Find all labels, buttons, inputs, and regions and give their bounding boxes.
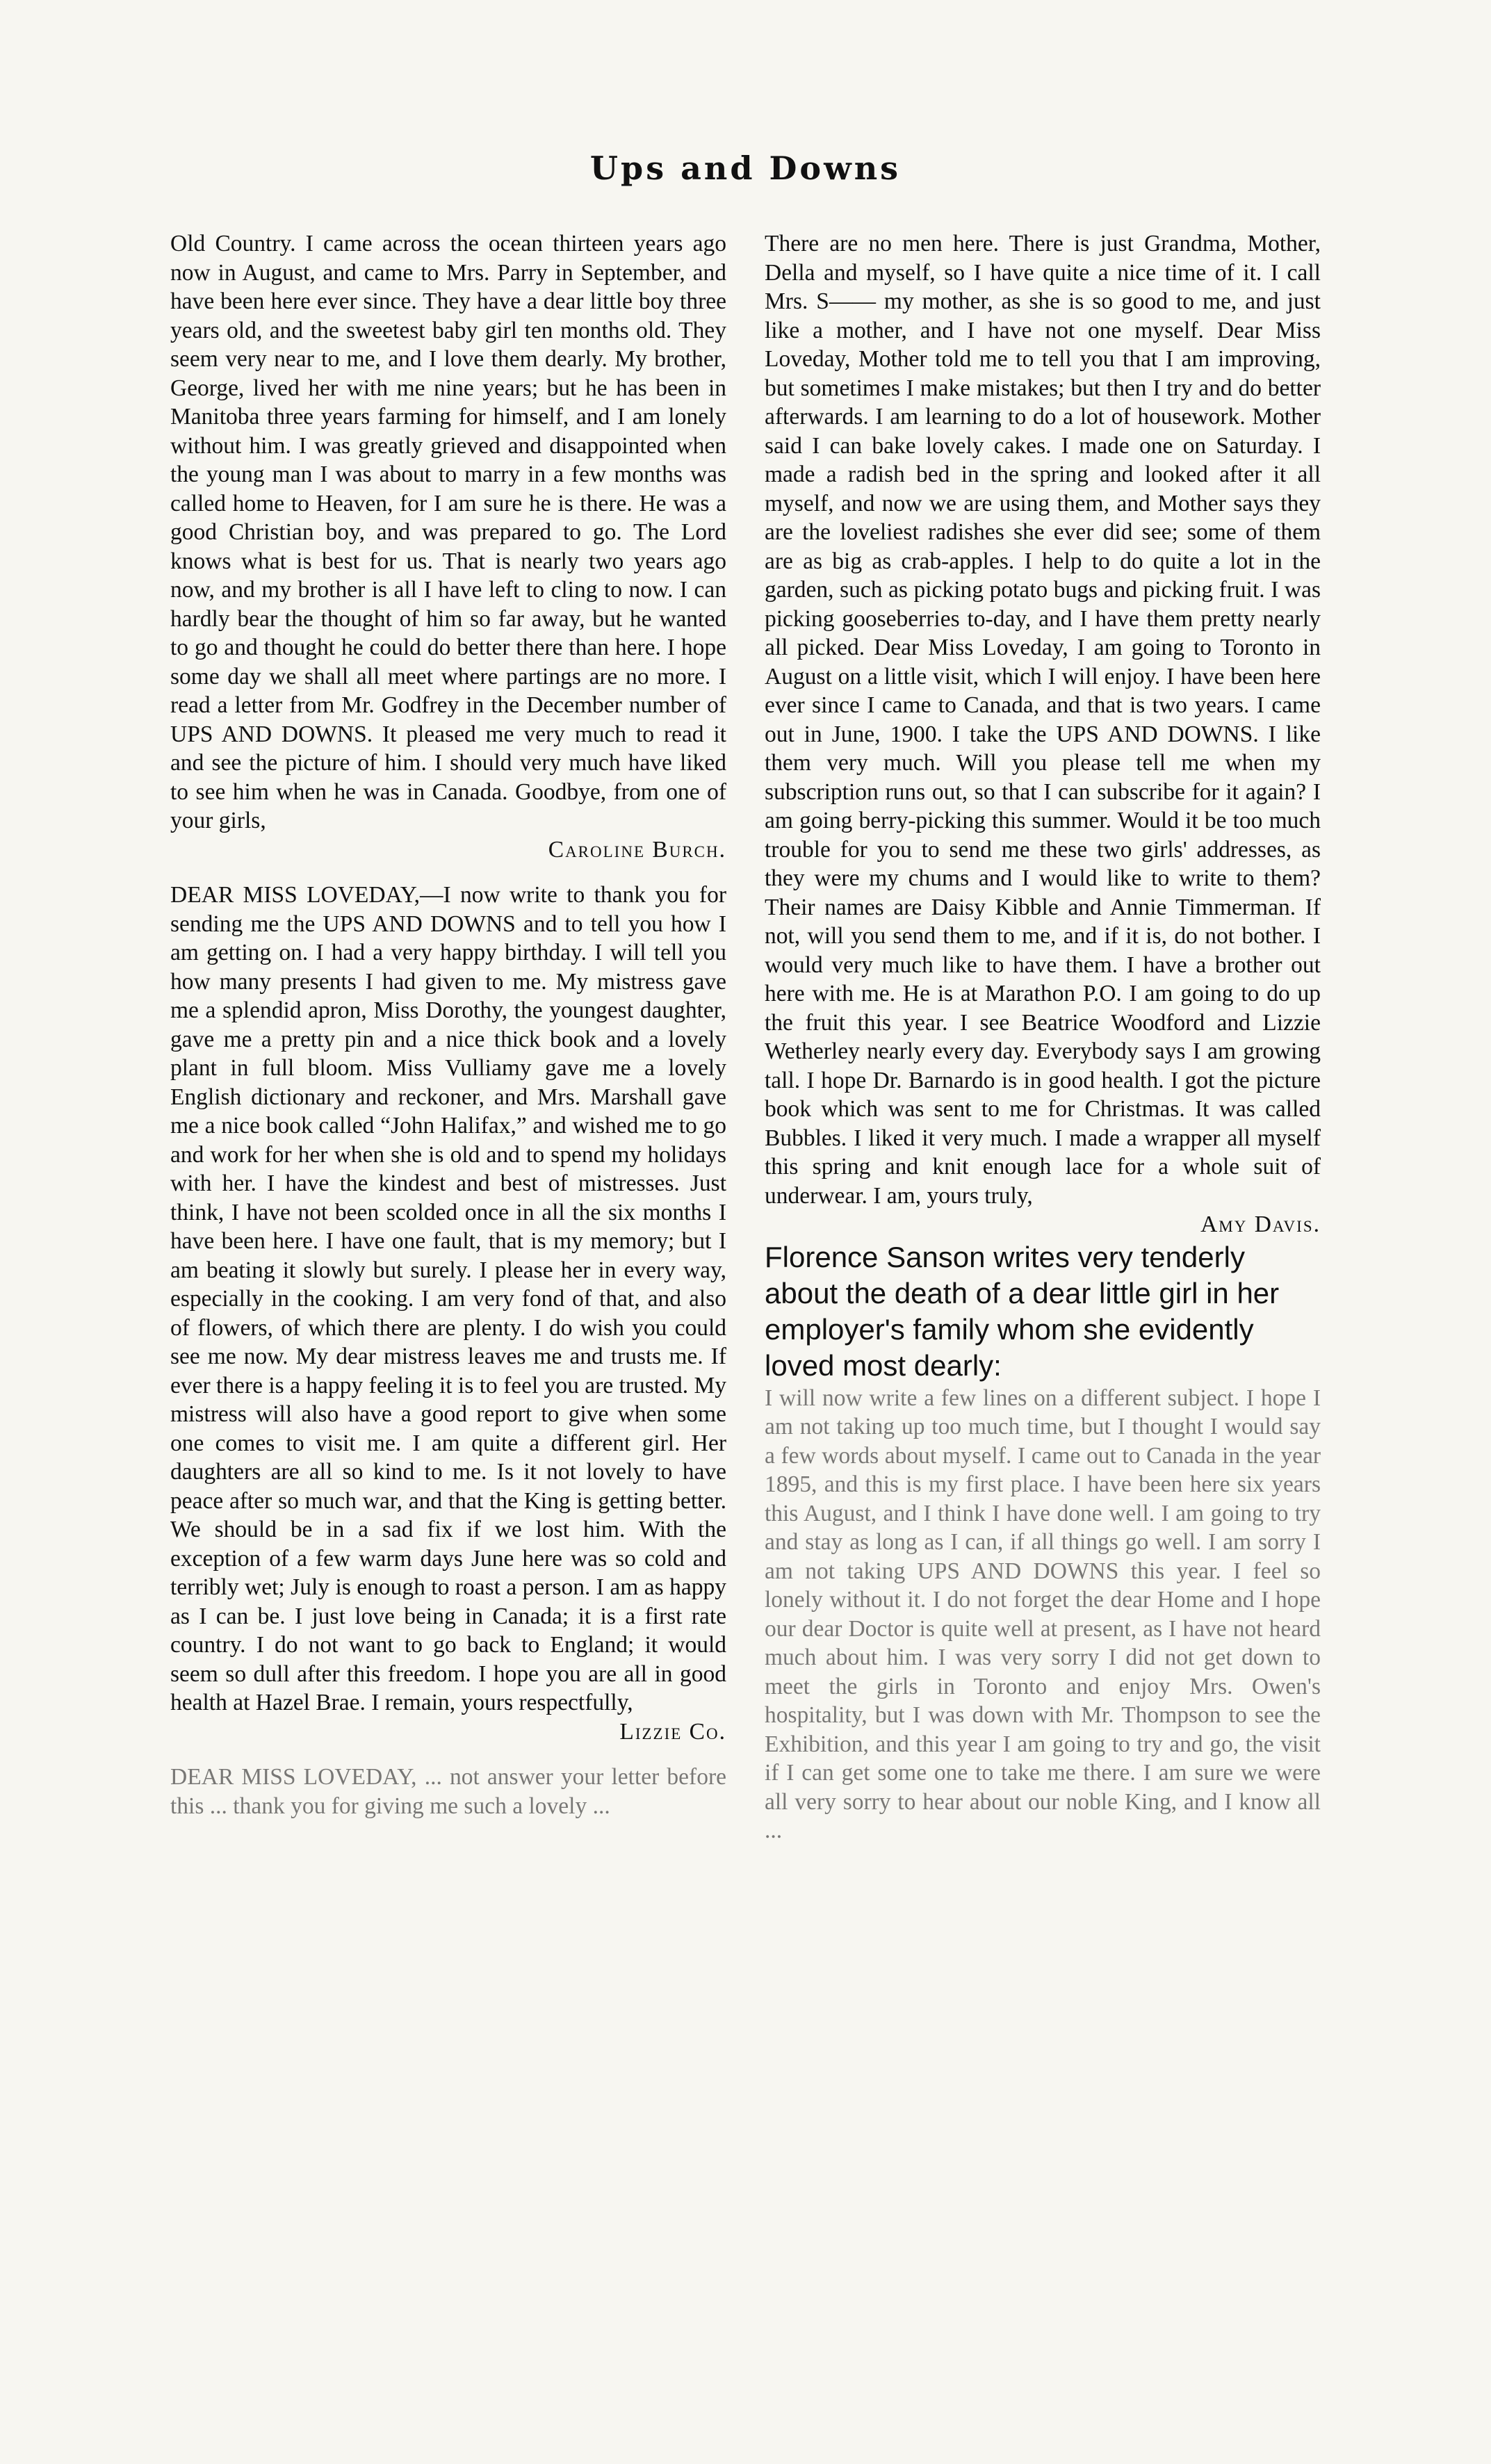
page-header: Ups and Downs [589,149,902,187]
letter-body: DEAR MISS LOVEDAY,—I now write to thank you for sending me the UPS AND DOWNS and to tell you how I am getting on. I had a very happy birthday. I will tell you how many presents I had given to me. My mistress gave me a splendid apron, Miss Dorothy, the youngest daughter, gave me a pretty pin and a nice thick book and a lovely plant in full bloom. Miss Vulliamy gave me a lovely English dictionary and reckoner, and Mrs. Marshall gave me a nice book called “John Halifax,” and wished me to go and work for her when she is old and to spend my holidays with her. I have the kindest and best of mistresses. Just think, I have not been scolded once in all the six months I have been here. I have one fault, that is my memory; but I am beating it slowly but surely. I please her in every way, especially in the cooking. I am very fond of that, and also of flowers, of which there are plenty. I do wish you could see me now. My dear mistress leaves me and trusts me. If ever there is a happy feeling it is to feel you are trusted. My mistress will also have a good report to give when some one comes to visit me. I am quite a different girl. Her daughters are all so kind to me. Is it not lovely to have peace after so much war, and that the King is getting better. We should be in a sad fix if we lost him. With the exception of a few warm days June here was so cold and terribly wet; July is enough to roast a person. I am as happy as I can be. I just love being in Canada; it is a first rate country. I do not want to go back to England; it would seem so dull after this freedom. I hope you are all in good health at Hazel Brae. I remain, yours respectfully, [170,882,727,1715]
right-column [765,229,1321,1845]
left-column [170,229,726,1820]
letter-signature: Lizzie Co. [619,1718,726,1745]
letter-signature: Amy Davis. [1200,1211,1321,1237]
letter-body: I will now write a few lines on a different subject. I hope I am not taking up too much time, but I thought I would say a few words about myself. I came out to Canada in the year 1895, and this is my first place. I have been here six years this August, and I think I have done well. I am going to try and stay as long as I can, if all things go well. I am sorry I am not taking UPS AND DOWNS this year. I feel so lonely without it. I do not forget the dear Home and I hope our dear Doctor is quite well at present, as I have not heard much about him. I was very sorry I did not get down to meet the girls in Toronto and enjoy Mrs. Owen's hospitality, but I was down with Mr. Thompson to see the Exhibition, and this year I am going to try and go, the visit if I can get some one to take me there. I am sure we were all very sorry to hear about our noble King, and I know all ... [765,1385,1321,1843]
letter-body: Old Country. I came across the ocean thirteen years ago now in August, and came to Mrs. Parry in September, and have been here ever since. They have a dear little boy three years old, and the sweetest baby girl ten months old. They seem very near to me, and I love them dearly. My brother, George, lived her with me nine years; but he has been in Manitoba three years farming for himself, and I am lonely without him. I was greatly grieved and disappointed when the young man I was about to marry in a few months was called home to Heaven, for I am sure he is there. He was a good Christian boy, and was prepared to go. The Lord knows what is best for us. That is nearly two years ago now, and my brother is all I have left to cling to now. I can hardly bear the thought of him so far away, but he wanted to go and thought he could do better there than here. I hope some day we shall all meet where partings are no more. I read a letter from Mr. Godfrey in the December number of UPS AND DOWNS. It pleased me very much to read it and see the picture of him. I should very much have liked to see him when he was in Canada. Goodbye, from one of your girls, [170,231,726,833]
letter-body: There are no men here. There is just Grandma, Mother, Della and myself, so I have quite a nice time of it. I call Mrs. S—— my mother, as she is so good to me, and just like a mother, and I have not one myself. Dear Miss Loveday, Mother told me to tell you that I am improving, but sometimes I make mistakes; but then I try and do better afterwards. I am learning to do a lot of housework. Mother said I can bake lovely cakes. I made one on Saturday. I made a radish bed in the spring and looked after it all myself, and now we are using them, and Mother says they are the loveliest radishes she ever did see; some of them are as big as crab-apples. I help to do quite a lot in the garden, such as picking potato bugs and picking fruit. I was picking gooseberries to-day, and I have them pretty nearly all picked. Dear Miss Loveday, I am going to Toronto in August on a little visit, which I will enjoy. I have been here ever since I came to Canada, and that is two years. I came out in June, 1900. I take the UPS AND DOWNS. I like them very much. Will you please tell me when my subscription runs out, so that I can subscribe for it again? I am going berry-picking this summer. Would it be too much trouble for you to send me these two girls' addresses, as they were my chums and I would like to write to them? Their names are Daisy Kibble and Annie Timmerman. If not, will you send them to me, and if it is, do not bother. I would very much like to have them. I have a brother out here with me. He is at Marathon P.O. I am going to do up the fruit this year. I see Beatrice Woodford and Lizzie Wetherley nearly every day. Everybody says I am growing tall. I hope Dr. Barnardo is in good health. I got the picture book which was sent to me for Christmas. It was called Bubbles. I liked it very much. I made a wrapper all myself this spring and knit enough lace for a whole suit of underwear. I am, yours truly, [765,231,1321,1209]
letter-fragment: DEAR MISS LOVEDAY, ... not answer your letter before this ... thank you for giving me such a lovely ... [170,1764,726,1819]
letter-signature: Caroline Burch. [548,836,726,863]
section-intro: Florence Sanson writes very tenderly about the death of a dear little girl in her employer's family whom she evidently loved most dearly: [765,1240,1280,1382]
